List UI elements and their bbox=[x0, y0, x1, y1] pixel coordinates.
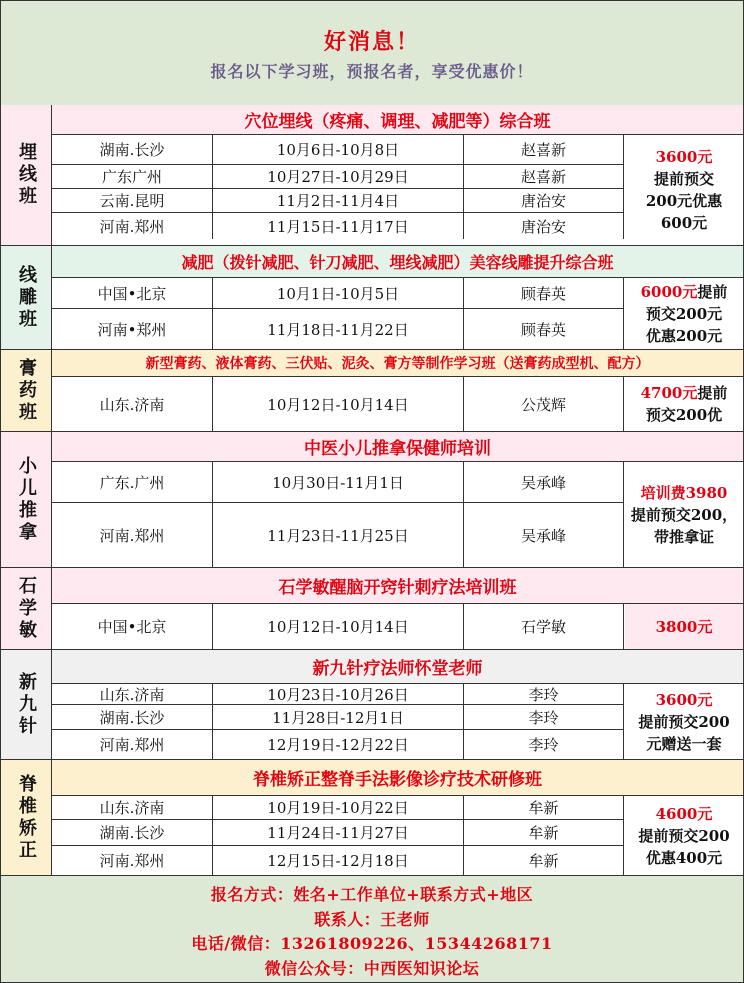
location: 湖南.长沙 bbox=[52, 820, 213, 845]
category-label: 石学敏 bbox=[16, 575, 37, 642]
price-note: 提前预交200 bbox=[638, 712, 730, 731]
course-section bbox=[1, 105, 743, 246]
location: 河南.郑州 bbox=[52, 730, 213, 759]
course-category bbox=[1, 105, 52, 245]
course-section bbox=[1, 568, 743, 650]
price-note: 200元优惠 bbox=[645, 192, 723, 210]
date-range: 10月19日-10月22日 bbox=[213, 796, 464, 819]
price-cell bbox=[625, 377, 743, 431]
price-amount: 3600元 bbox=[655, 690, 713, 709]
schedule-row bbox=[52, 820, 625, 845]
price-note: 优惠400元 bbox=[645, 848, 723, 867]
schedule-row bbox=[52, 846, 625, 875]
course-category bbox=[1, 568, 52, 649]
price-note: 元赠送一套 bbox=[646, 734, 722, 753]
price-note: 优惠200元 bbox=[645, 326, 723, 345]
location: 山东.济南 bbox=[52, 377, 213, 431]
location: 河南.郑州 bbox=[52, 846, 213, 875]
schedule-row bbox=[52, 213, 625, 239]
teacher: 牟新 bbox=[464, 820, 624, 845]
date-range: 10月6日-10月8日 bbox=[213, 135, 464, 164]
teacher: 赵喜新 bbox=[464, 135, 624, 164]
location: 山东.济南 bbox=[52, 684, 213, 704]
location: 河南•郑州 bbox=[52, 309, 213, 349]
price-amount: 4700元 bbox=[640, 384, 698, 402]
teacher: 李玲 bbox=[464, 705, 624, 729]
price-cell bbox=[625, 278, 743, 349]
date-range: 10月12日-10月14日 bbox=[213, 377, 464, 431]
date-range: 11月15日-11月17日 bbox=[213, 213, 464, 239]
teacher: 牟新 bbox=[464, 796, 624, 819]
signup-method: 报名方式：姓名+工作单位+联系方式+地区 bbox=[210, 885, 534, 904]
course-title: 减肥（拨针减肥、针刀减肥、埋线减肥）美容线雕提升综合班 bbox=[52, 246, 743, 278]
category-label: 小儿推拿 bbox=[16, 455, 37, 544]
date-range: 10月27日-10月29日 bbox=[213, 165, 464, 188]
teacher: 吴承峰 bbox=[464, 503, 624, 567]
teacher: 顾春英 bbox=[464, 278, 624, 308]
teacher: 唐治安 bbox=[464, 213, 624, 239]
course-category bbox=[1, 760, 52, 875]
page-subtitle: 报名以下学习班，预报名者，享受优惠价！ bbox=[210, 62, 534, 81]
price-cell bbox=[625, 604, 743, 649]
course-title: 新型膏药、液体膏药、三伏贴、泥灸、膏方等制作学习班（送膏药成型机、配方） bbox=[52, 350, 743, 377]
location: 广东.广州 bbox=[52, 462, 213, 502]
price-cell bbox=[625, 135, 743, 245]
teacher: 吴承峰 bbox=[464, 462, 624, 502]
schedule-row bbox=[52, 503, 625, 567]
price-amount: 6000元 bbox=[640, 282, 698, 301]
teacher: 李玲 bbox=[464, 730, 624, 759]
category-label: 脊椎矫正 bbox=[16, 773, 37, 862]
price-amount: 4600元 bbox=[655, 804, 713, 823]
price-note: 预交200优 bbox=[645, 406, 723, 424]
price-note: 提前预交 bbox=[653, 170, 714, 188]
date-range: 11月24日-11月27日 bbox=[213, 820, 464, 845]
schedule-row bbox=[52, 796, 625, 819]
location: 湖南.长沙 bbox=[52, 135, 213, 164]
location: 河南.郑州 bbox=[52, 503, 213, 567]
wechat-account: 微信公众号：中西医知识论坛 bbox=[264, 958, 480, 978]
schedule-row bbox=[52, 730, 625, 759]
date-range: 10月30日-11月1日 bbox=[213, 462, 464, 502]
location: 山东.济南 bbox=[52, 796, 213, 819]
date-range: 10月23日-10月26日 bbox=[213, 684, 464, 704]
schedule-row bbox=[52, 135, 625, 164]
teacher: 顾春英 bbox=[464, 309, 624, 349]
date-range: 11月18日-11月22日 bbox=[213, 309, 464, 349]
schedule-row bbox=[52, 309, 625, 349]
teacher: 石学敏 bbox=[464, 604, 624, 649]
price-note: 带推拿证 bbox=[653, 527, 714, 546]
course-section bbox=[1, 432, 743, 568]
price-suffix: 提前 bbox=[697, 282, 728, 301]
course-category bbox=[1, 246, 52, 349]
price-note: 预交200元 bbox=[645, 304, 723, 323]
date-range: 11月23日-11月25日 bbox=[213, 503, 464, 567]
location: 广东广州 bbox=[52, 165, 213, 188]
price-amount: 3800元 bbox=[655, 617, 713, 636]
date-range: 12月19日-12月22日 bbox=[213, 730, 464, 759]
date-range: 10月12日-10月14日 bbox=[213, 604, 464, 649]
course-category bbox=[1, 432, 52, 567]
teacher: 牟新 bbox=[464, 846, 624, 875]
price-cell bbox=[625, 684, 743, 759]
location: 河南.郑州 bbox=[52, 213, 213, 239]
category-label: 线雕班 bbox=[16, 264, 37, 331]
price-note: 提前预交200 bbox=[638, 826, 730, 845]
price-note: 600元 bbox=[660, 214, 708, 232]
course-title: 中医小儿推拿保健师培训 bbox=[52, 432, 743, 462]
category-label: 膏药班 bbox=[16, 357, 37, 424]
header bbox=[1, 1, 743, 106]
location: 中国•北京 bbox=[52, 604, 213, 649]
course-section bbox=[1, 650, 743, 760]
course-category bbox=[1, 350, 52, 431]
course-category bbox=[1, 650, 52, 759]
teacher: 赵喜新 bbox=[464, 165, 624, 188]
category-label: 新九针 bbox=[16, 671, 37, 738]
location: 湖南.长沙 bbox=[52, 705, 213, 729]
contact-phone: 电话/微信：13261809226、15344268171 bbox=[191, 934, 553, 953]
schedule-row bbox=[52, 165, 625, 188]
contact-footer bbox=[1, 876, 743, 982]
course-section bbox=[1, 760, 743, 876]
location: 云南.昆明 bbox=[52, 189, 213, 212]
course-section bbox=[1, 246, 743, 350]
schedule-row bbox=[52, 684, 625, 704]
date-range: 11月28日-12月1日 bbox=[213, 705, 464, 729]
contact-person: 联系人：王老师 bbox=[314, 909, 430, 929]
teacher: 李玲 bbox=[464, 684, 624, 704]
category-label: 埋线班 bbox=[16, 142, 37, 208]
schedule-row bbox=[52, 604, 625, 649]
date-range: 10月1日-10月5日 bbox=[213, 278, 464, 308]
price-amount: 3600元 bbox=[655, 148, 713, 166]
date-range: 12月15日-12月18日 bbox=[213, 846, 464, 875]
schedule-row bbox=[52, 377, 625, 431]
schedule-row bbox=[52, 705, 625, 729]
course-title: 石学敏醒脑开窍针刺疗法培训班 bbox=[52, 568, 743, 604]
course-title: 脊椎矫正整脊手法影像诊疗技术研修班 bbox=[52, 760, 743, 796]
price-cell bbox=[625, 462, 743, 567]
teacher: 公茂辉 bbox=[464, 377, 624, 431]
price-amount: 培训费3980 bbox=[640, 483, 728, 502]
course-section bbox=[1, 350, 743, 432]
location: 中国•北京 bbox=[52, 278, 213, 308]
price-suffix: 提前 bbox=[697, 384, 728, 402]
page-title: 好消息！ bbox=[323, 29, 420, 55]
teacher: 唐治安 bbox=[464, 189, 624, 212]
price-note: 提前预交200， bbox=[630, 505, 738, 524]
date-range: 11月2日-11月4日 bbox=[213, 189, 464, 212]
schedule-row bbox=[52, 278, 625, 308]
price-cell bbox=[625, 796, 743, 875]
course-title: 新九针疗法师怀堂老师 bbox=[52, 650, 743, 684]
schedule-row bbox=[52, 189, 625, 212]
course-title: 穴位埋线（疼痛、调理、减肥等）综合班 bbox=[52, 105, 743, 135]
schedule-row bbox=[52, 462, 625, 502]
